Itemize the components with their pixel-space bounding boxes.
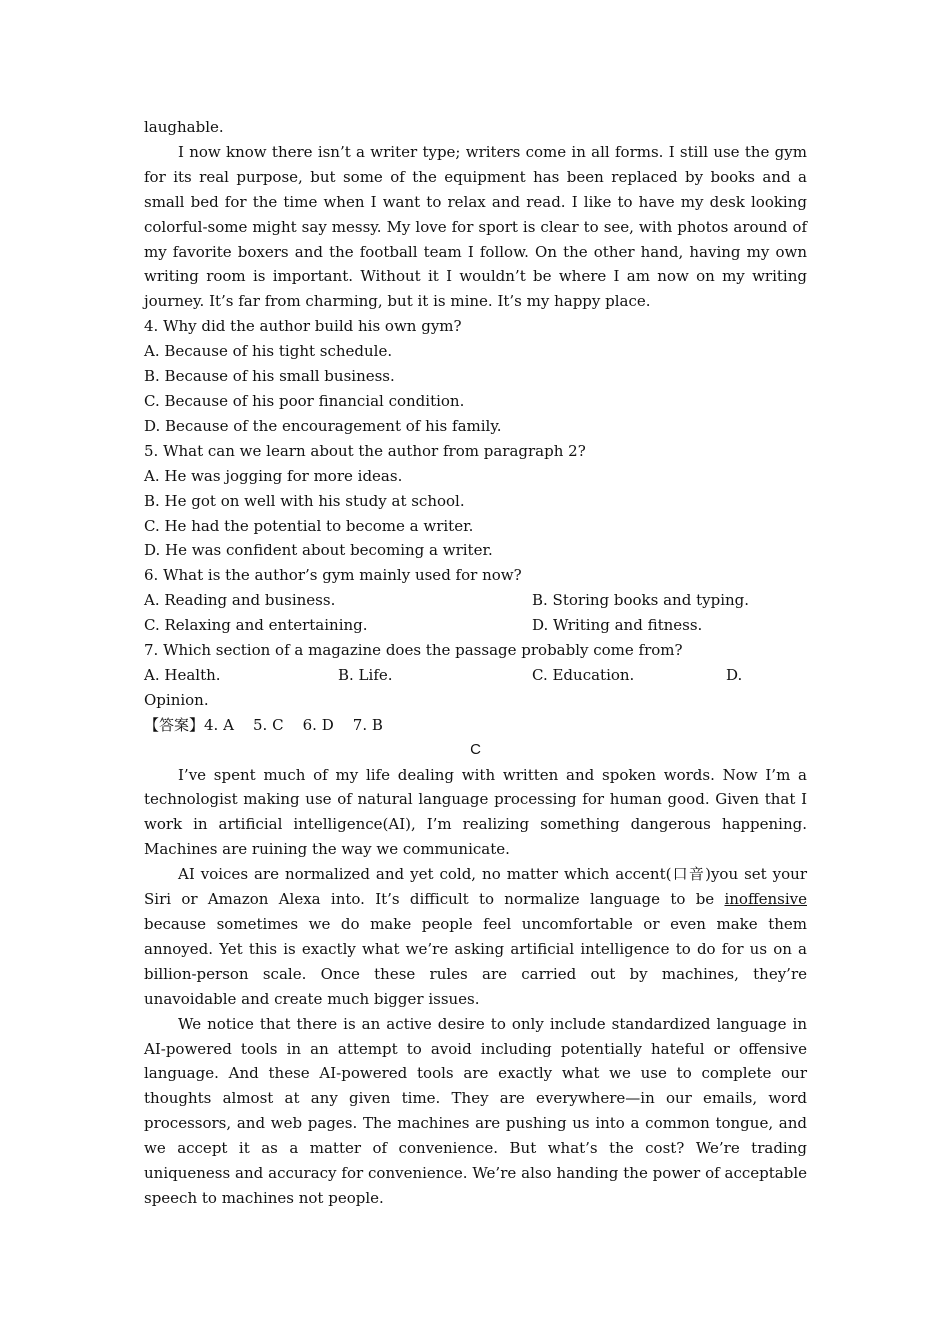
question-6-option-a: A. Reading and business. [144,591,336,610]
question-5-option-a: A. He was jogging for more ideas. [144,466,403,485]
passage-c-paragraph-1: I’ve spent much of my life dealing with written and spoken words. Now I’m a technologist making use of natural language processing for human good. Given that I work in artificial intelligence(AI), I’m realizing something dangerous happening. Machines are ruining the way we communicate. [144,765,807,859]
document-page [144,115,807,1211]
question-6-option-d: D. Writing and fitness. [532,616,703,635]
question-6-stem: 6. What is the author’s gym mainly used for now? [144,566,522,585]
question-7-option-d-label: D. [726,665,743,684]
question-4-option-c: C. Because of his poor financial condition. [144,391,465,410]
answer-key: 【答案】4. A 5. C 6. D 7. B [144,715,383,734]
question-6-option-c: C. Relaxing and entertaining. [144,616,368,635]
passage-c-paragraph-3: We notice that there is an active desire to only include standardized language in AI-powered tools in an attempt to avoid including potentially hateful or offensive language. And these AI-powered tools are exactly what we use to complete our thoughts almost at any given time. They are everywhere—in our emails, word processors, and web pages. The machines are pushing us into a common tongue, and we accept it as a matter of convenience. But what’s the cost? We’re trading uniqueness and accuracy for convenience. We’re also handing the power of acceptable speech to machines not people. [144,1014,807,1207]
question-6-options-row-1 [144,588,807,613]
passage-c-p2-part-2: because sometimes we do make people feel uncomfortable or even make them annoyed. Yet this is exactly what we’re asking artificial intelligence to do for us on a billion-person scale. Once these rules are carried out by machines, they’re unavoidable and create much bigger issues. [144,915,807,1008]
question-5-option-b: B. He got on well with his study at school. [144,491,465,510]
question-7-option-c: C. Education. [532,665,635,684]
question-7-option-d-text: Opinion. [144,690,209,709]
passage-c-paragraph-2 [144,862,807,1011]
question-7-stem: 7. Which section of a magazine does the passage probably come from? [144,641,683,660]
question-5-stem: 5. What can we learn about the author from paragraph 2? [144,441,586,460]
question-4-stem: 4. Why did the author build his own gym? [144,317,462,336]
passage-b-end-line: laughable. [144,118,224,136]
question-6-option-b: B. Storing books and typing. [532,591,750,610]
question-4-option-d: D. Because of the encouragement of his family. [144,416,502,435]
question-5-option-d: D. He was confident about becoming a writer. [144,541,493,560]
question-7-option-b: B. Life. [338,665,393,684]
question-6-options-row-2 [144,613,807,638]
passage-b-last-paragraph: I now know there isn’t a writer type; writers come in all forms. I still use the gym for its real purpose, but some of the equipment has been replaced by books and a small bed for the time when I want to relax and read. I like to have my desk looking colorful-some might say messy. My love for sport is clear to see, with photos around of my favorite boxers and the football team I follow. On the other hand, having my own writing room is important. Without it I wouldn’t be where I am now on my writing journey. It’s far from charming, but it is mine. It’s my happy place. [144,142,807,311]
section-heading-c: C [470,740,481,758]
question-7-option-a: A. Health. [144,665,221,684]
underlined-word: inoffensive [724,890,807,909]
question-7-options-row [144,663,807,688]
question-5-option-c: C. He had the potential to become a writer. [144,516,474,535]
question-4-option-a: A. Because of his tight schedule. [144,342,393,361]
question-4-option-b: B. Because of his small business. [144,367,395,386]
passage-c-p2-part-1: AI voices are normalized and yet cold, no matter which accent(口音)you set your Siri or Amazon Alexa into. It’s difficult to normalize language to be [144,865,807,909]
